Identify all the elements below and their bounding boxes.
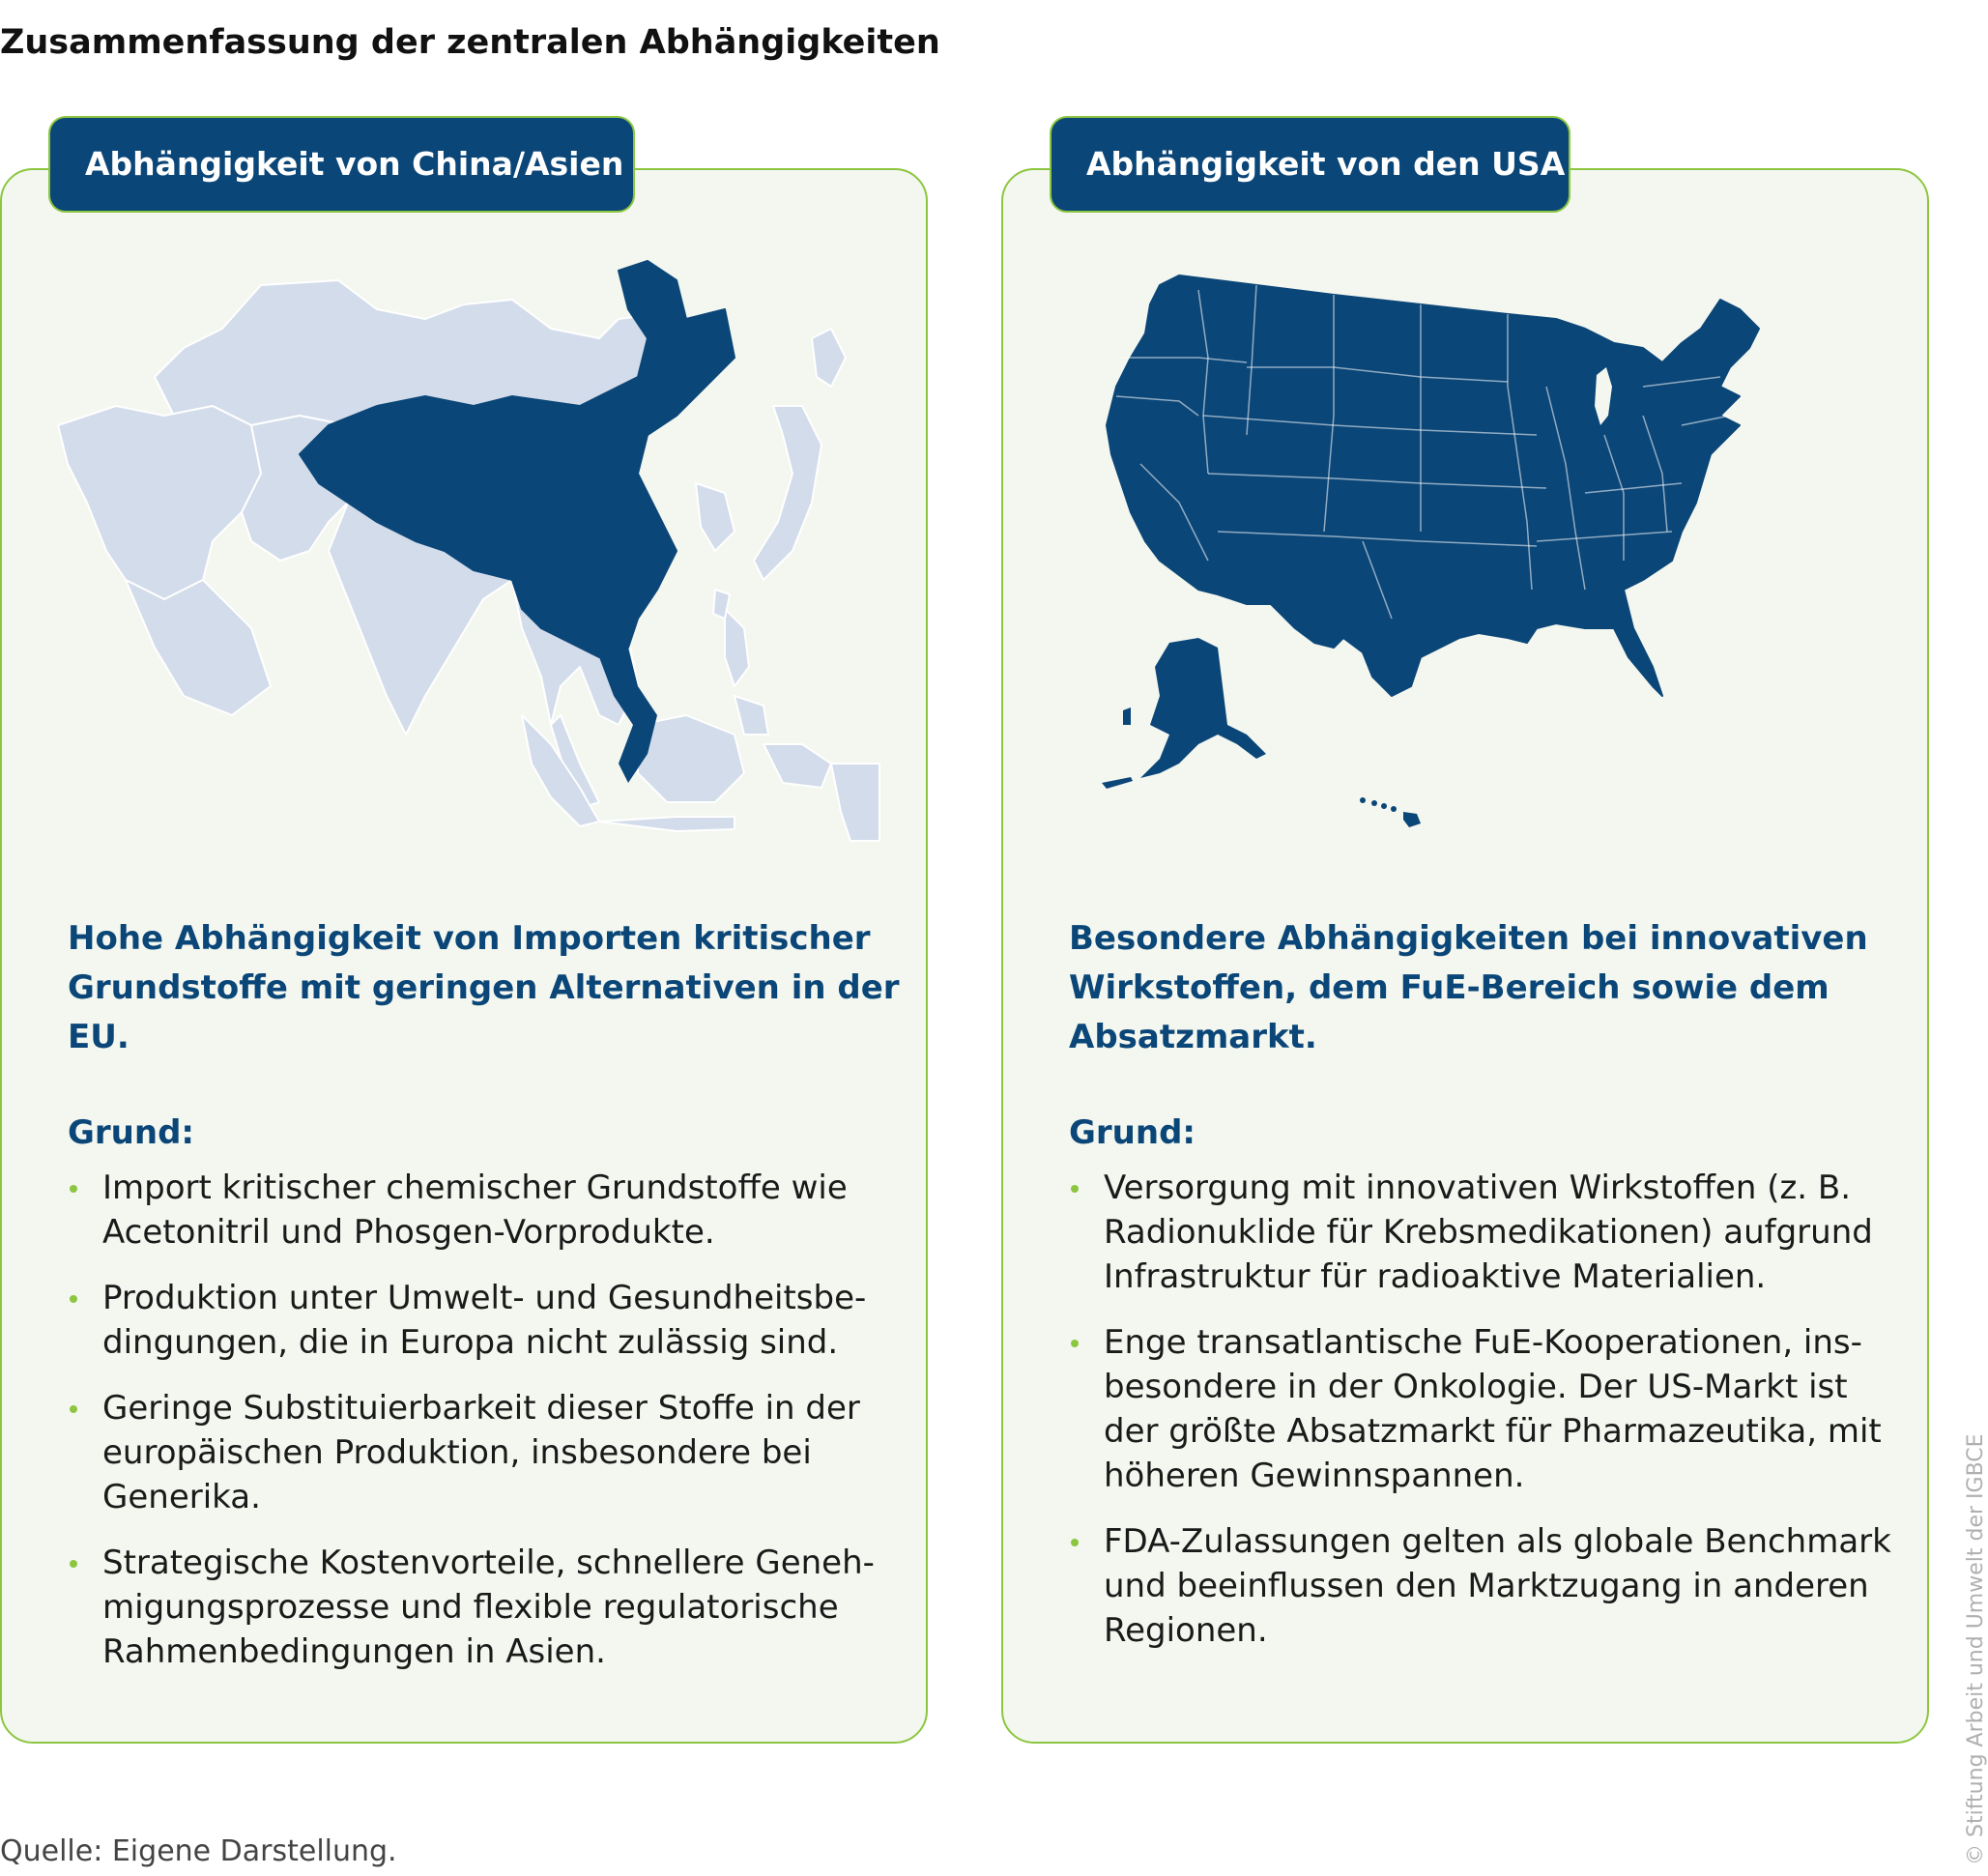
usa-tab: Abhängigkeit von den USA xyxy=(1050,116,1570,213)
usa-map-icon xyxy=(1102,271,1836,822)
reason-item: FDA-Zulassungen gelten als globale Benchmark und beeinflussen den Marktzugang in anderen Regionen. xyxy=(1069,1519,1919,1653)
reason-item: Strategische Kostenvorteile, schnellere Geneh- migungsprozesse und flexible regulatorische Rahmenbedingungen in Asien. xyxy=(68,1541,918,1674)
reason-item: Versorgung mit innovativen Wirkstoffen (z. B. Radionuklide für Krebsmedikationen) aufgrund Infrastruktur für radioaktive Materialien. xyxy=(1069,1166,1919,1299)
usa-reasons xyxy=(1069,1166,1919,1674)
reason-item: Produktion unter Umwelt- und Gesundheitsbe- dingungen, die in Europa nicht zulässig sind. xyxy=(68,1276,918,1365)
china-asia-grund-heading: Grund: xyxy=(68,1113,195,1152)
copyright-credit: © Stiftung Arbeit und Umwelt der IGBCE xyxy=(1964,1433,1988,1865)
china-asia-reasons xyxy=(68,1166,918,1695)
reason-item: Geringe Substituierbarkeit dieser Stoffe in der europäischen Produktion, insbesondere bei Generika. xyxy=(68,1386,918,1519)
reason-item: Enge transatlantische FuE-Kooperationen, ins- besondere in der Onkologie. Der US-Markt ist der größte Absatzmarkt für Pharmazeutika, mit höheren Gewinnspannen. xyxy=(1069,1320,1919,1498)
china-asia-tab: Abhängigkeit von China/Asien xyxy=(48,116,635,213)
source-note: Quelle: Eigene Darstellung. xyxy=(0,1834,397,1868)
usa-headline: Besondere Abhängigkeiten bei innovativen Wirkstoffen, dem FuE-Bereich sowie dem Absatzmarkt. xyxy=(1069,919,1868,1056)
china-asia-headline: Hohe Abhängigkeit von Importen kritischer Grundstoffe mit geringen Alternativen in der EU. xyxy=(68,919,900,1056)
usa-grund-heading: Grund: xyxy=(1069,1113,1196,1152)
page-title: Zusammenfassung der zentralen Abhängigkeiten xyxy=(0,23,940,62)
reason-item: Import kritischer chemischer Grundstoffe wie Acetonitril und Phosgen-Vorprodukte. xyxy=(68,1166,918,1255)
asia-map-icon xyxy=(58,261,879,831)
